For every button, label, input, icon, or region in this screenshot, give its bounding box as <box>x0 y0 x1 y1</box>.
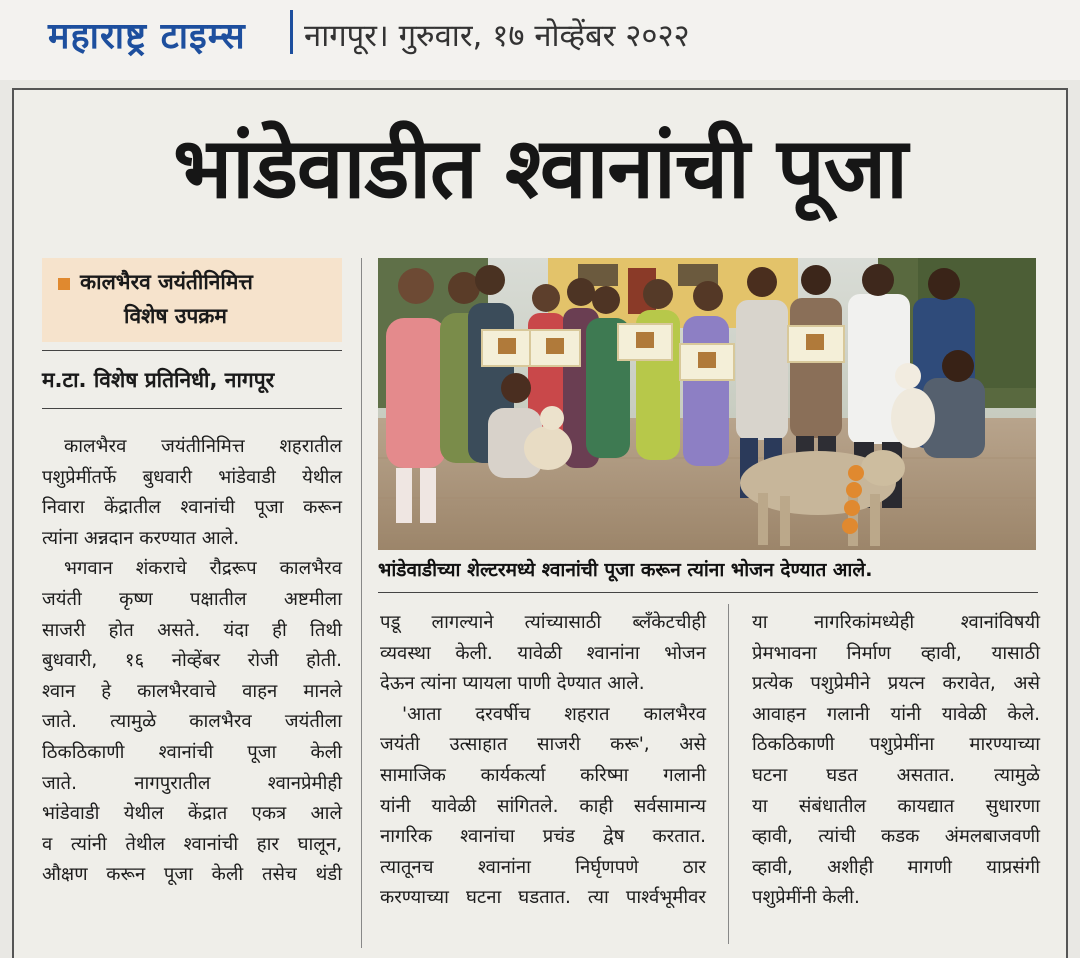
masthead-divider <box>290 10 293 54</box>
text-line: बुधवारी, १६ नोव्हेंबर रोजी होती. <box>42 650 342 672</box>
text-column-1 <box>42 432 342 891</box>
text-line: कालभैरव जयंतीनिमित्त शहरातील <box>64 436 342 457</box>
text-line: जयंती कृष्ण पक्षातील अष्टमीला <box>42 588 342 610</box>
text-line: व्हावी, त्यांची कडक अंमलबाजवणी <box>752 826 1040 848</box>
text-line: त्यांना अन्नदान करण्यात आले. <box>42 527 240 549</box>
dateline: नागपूर। गुरुवार, १७ नोव्हेंबर २०२२ <box>304 18 690 54</box>
kicker-line-1: कालभैरव जयंतीनिमित्त <box>80 270 253 294</box>
text-line: जाते. त्यामुळे कालभैरव जयंतीला <box>42 711 342 733</box>
text-line: पशुप्रेमींनी केली. <box>752 887 860 909</box>
clipping-border-top <box>12 88 1068 90</box>
article-headline: भांडेवाडीत श्वानांची पूजा <box>173 119 907 217</box>
byline-rule-bottom <box>42 408 342 409</box>
text-line: करण्याच्या घटना घडतात. त्या पार्श्वभूमीवर <box>380 887 706 909</box>
text-line: औक्षण करून पूजा केली तसेच थंडी <box>42 864 342 886</box>
kicker-bullet-icon <box>58 278 70 290</box>
caption-rule <box>378 592 1038 593</box>
text-line: आवाहन गलानी यांनी यावेळी केले. <box>752 703 1040 725</box>
text-line: ठिकठिकाणी पशुप्रेमींना मारण्याच्या <box>752 734 1040 756</box>
text-line: पडू लागल्याने त्यांच्यासाठी ब्लँकेटचीही <box>380 612 706 633</box>
text-line: पशुप्रेमींतर्फे बुधवारी भांडेवाडी येथील <box>42 466 342 488</box>
text-line: सामाजिक कार्यकर्त्या करिष्मा गलानी <box>380 764 706 786</box>
text-column-2 <box>380 608 706 914</box>
text-line: या संबंधातील कायद्यात सुधारणा <box>752 795 1040 817</box>
text-line: 'आता दरवर्षीच शहरात कालभैरव <box>402 703 706 725</box>
text-line: जयंती उत्साहात साजरी करू', असे <box>380 734 706 756</box>
text-line: व त्यांनी तेथील श्वानांची हार घालून, <box>42 833 342 855</box>
column-divider <box>728 604 729 944</box>
text-line: प्रेमभावना निर्माण व्हावी, यासाठी <box>752 642 1040 664</box>
text-line: भगवान शंकराचे रौद्ररूप कालभैरव <box>64 558 342 580</box>
byline-rule-top <box>42 350 342 351</box>
text-line: देऊन त्यांना प्यायला पाणी देण्यात आले. <box>380 673 645 695</box>
text-line: निवारा केंद्रातील श्वानांची पूजा करून <box>42 497 342 519</box>
text-line: जाते. नागपुरातील श्वानप्रेमीही <box>42 772 342 794</box>
text-line: या नागरिकांमध्येही श्वानांविषयी <box>752 612 1040 633</box>
text-line: साजरी होत असते. यंदा ही तिथी <box>42 619 342 641</box>
text-line: व्हावी, अशीही मागणी याप्रसंगी <box>752 856 1040 878</box>
column-divider <box>361 258 362 948</box>
photo-illustration <box>378 258 1036 550</box>
text-column-3 <box>752 608 1040 914</box>
text-line: भांडेवाडी येथील केंद्रात एकत्र आले <box>42 803 342 825</box>
text-line: त्यातूनच श्वानांना निर्घृणपणे ठार <box>380 856 706 878</box>
text-line: श्वान हे कालभैरवाचे वाहन मानले <box>42 680 342 702</box>
text-line: ठिकठिकाणी श्वानांची पूजा केली <box>42 741 342 763</box>
clipping-border-right <box>1066 88 1068 958</box>
text-line: नागरिक श्वानांचा प्रचंड द्वेष करतात. <box>380 826 706 848</box>
masthead <box>0 0 1080 80</box>
text-line: घटना घडत असतात. त्यामुळे <box>752 764 1040 786</box>
newspaper-logo: महाराष्ट्र टाइम्स <box>48 15 246 57</box>
text-line: यांनी यावेळी सांगितले. काही सर्वसामान्य <box>380 795 706 817</box>
text-line: प्रत्येक पशुप्रेमीने प्रयत्न करावेत, असे <box>752 673 1040 695</box>
clipping-border-left <box>12 88 14 958</box>
text-line: व्यवस्था केली. यावेळी श्वानांना भोजन <box>380 642 706 664</box>
article-photo <box>378 258 1036 550</box>
byline: म.टा. विशेष प्रतिनिधी, नागपूर <box>42 368 275 392</box>
kicker-line-2: विशेष उपक्रम <box>124 304 227 328</box>
photo-caption: भांडेवाडीच्या शेल्टरमध्ये श्वानांची पूजा करून त्यांना भोजन देण्यात आले. <box>378 559 873 581</box>
article-kicker <box>42 258 342 342</box>
